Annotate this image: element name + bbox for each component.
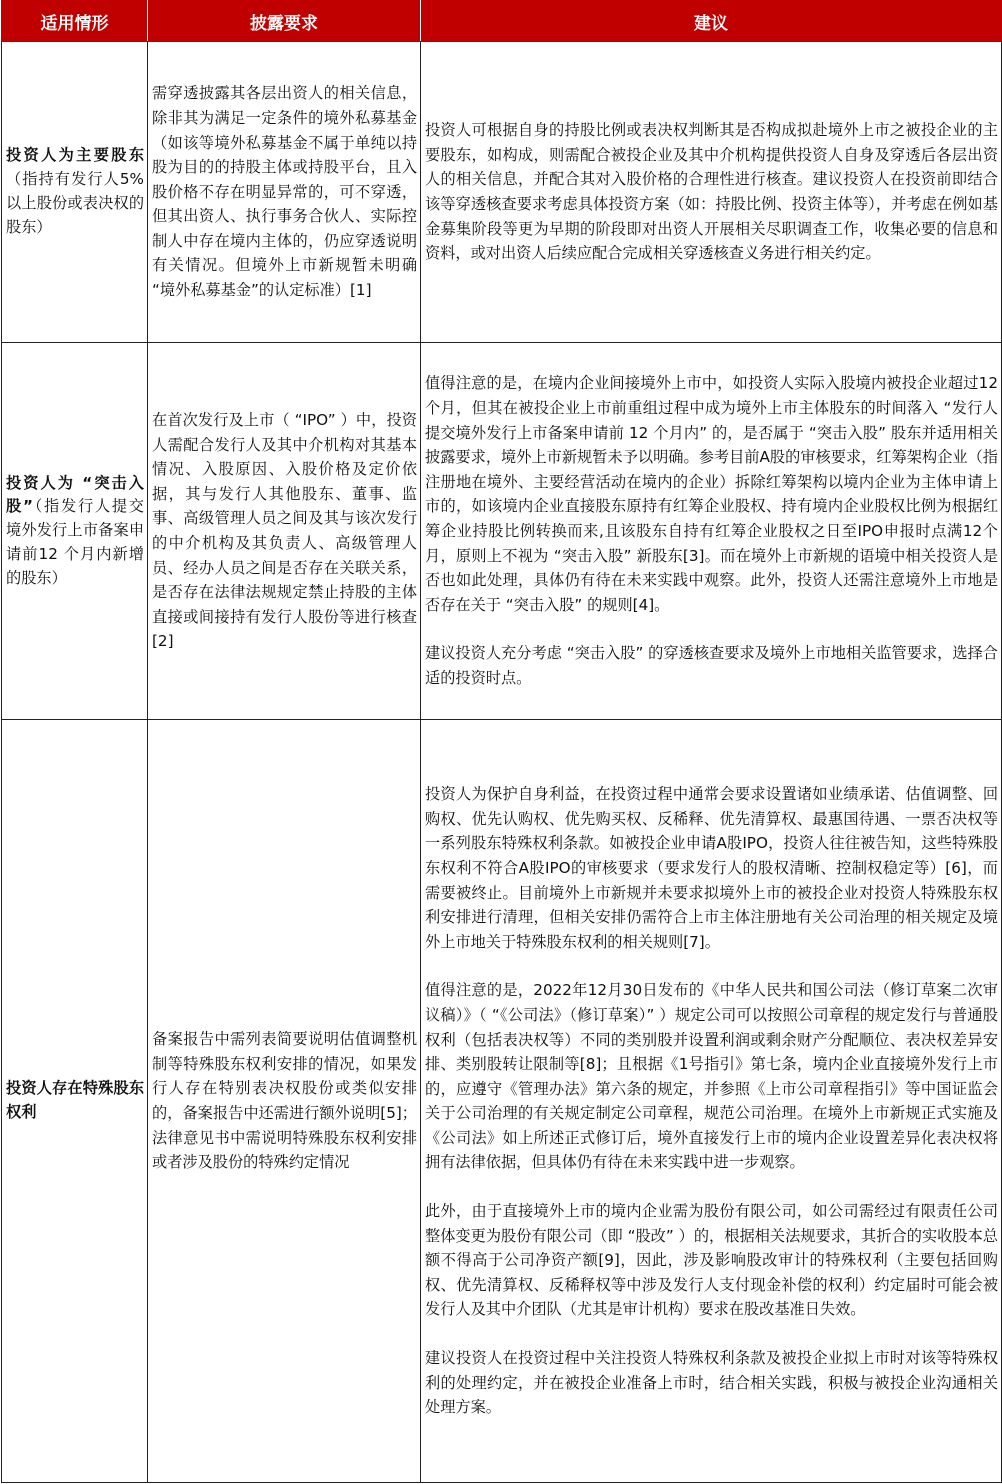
situation-title: 投资人为主要股东 (6, 146, 144, 165)
suggestion-paragraph: 建议投资人充分考虑 “突击入股” 的穿透核查要求及境外上市地相关监管要求，选择合适的投资时点。 (425, 644, 998, 687)
suggestion-paragraph: 投资人可根据自身的持股比例或表决权判断其是否构成拟赴境外上市之被投企业的主要股东，如构成，则需配合被投企业及其中介机构提供投资人自身及穿透后各层出资人的相关信息，并配合其对入股价格的合理性进行核查。建议投资人在投资前即结合该等穿透核查要求考虑具体投资方案（如：持股比例、投资主体等），并考虑在例如基金募集阶段等更为早期的阶段即对出资人开展相关尽职调查工作，收集必要的信息和资料，或对出资人后续应配合完成相关穿透核查义务进行相关约定。 (425, 121, 998, 263)
situation-cell (2, 343, 148, 720)
situation-note: （指持有发行人5%以上股份或表决权的股东） (6, 170, 144, 236)
suggestion-cell (421, 343, 1002, 720)
table-row (2, 720, 1002, 1483)
suggestion-paragraph: 建议投资人在投资过程中关注投资人特殊权利条款及被投企业拟上市时对该等特殊权利的处理约定，并在被投企业准备上市时，结合相关实践，积极与被投企业沟通相关处理方案。 (425, 1349, 998, 1417)
disclosure-table (1, 0, 1002, 1483)
suggestion-paragraph: 值得注意的是，2022年12月30日发布的《中华人民共和国公司法（修订草案二次审议稿）》（ “《公司法》（修订草案）” ）规定公司可以按照公司章程的规定发行与普通股权利（包括表决权等）不同的类别股并设置利润或剩余财产分配顺位、表决权差异安排、类别股转让限制等[8]；且根据《1号指引》第七条，境内企业直接境外发行上市的，应遵守《管理办法》第六条的规定，并参照《上市公司章程指引》等中国证监会关于公司治理的有关规定制定公司章程，规范公司治理。在境外上市新规正式实施及《公司法》如上所述正式修订后，境外直接发行上市的境内企业设置差异化表决权将拥有法律依据，但具体仍有待在未来实践中进一步观察。 (425, 981, 998, 1172)
requirement-cell: 在首次发行及上市（ “IPO” ）中，投资人需配合发行人及其中介机构对其基本情况、入股原因、入股价格及定价依据，其与发行人其他股东、董事、监事、高级管理人员之间及其与该次发行的中介机构及其负责人、高级管理人员、经办人员之间是否存在关联关系，是否存在法律法规规定禁止持股的主体直接或间接持有发行人股份等进行核查[2] (148, 343, 421, 720)
table-row (2, 343, 1002, 720)
situation-cell (2, 42, 148, 343)
situation-title: 投资人存在特殊股东权利 (6, 1079, 144, 1121)
header-situation: 适用情形 (2, 1, 148, 42)
suggestion-cell (421, 720, 1002, 1483)
suggestion-paragraph: 值得注意的是，在境内企业间接境外上市中，如投资人实际入股境内被投企业超过12个月，但其在被投企业上市前重组过程中成为境外上市主体股东的时间落入 “发行人提交境外发行上市备案申请前 12 个月内” 的，是否属于 “突击入股” 股东并适用相关披露要求，境外上市新规暂未予以明确。参考目前A股的审核要求，红筹架构企业（指注册地在境外、主要经营活动在境内的企业）拆除红筹架构以境内企业为主体申请上市的，如该境内企业直接股东原持有红筹企业股权、持有境内企业股权比例为根据红筹企业持股比例转换而来,且该股东自持有红筹企业股权之日至IPO申报时点满12个月，原则上不视为 “突击入股” 新股东[3]。而在境外上市新规的语境中相关投资人是否也如此处理，具体仍有待在未来实践中观察。此外，投资人还需注意境外上市地是否存在关于 “突击入股” 的规则[4]。 (425, 374, 998, 614)
table-row (2, 42, 1002, 343)
suggestion-cell (421, 42, 1002, 343)
requirement-cell: 需穿透披露其各层出资人的相关信息，除非其为满足一定条件的境外私募基金（如该等境外私募基金不属于单纯以持股为目的的持股主体或持股平台，且入股价格不存在明显异常的，可不穿透，但其出资人、执行事务合伙人、实际控制人中存在境内主体的，仍应穿透说明有关情况。但境外上市新规暂未明确 “境外私募基金”的认定标准）[1] (148, 42, 421, 343)
suggestion-paragraph: 此外，由于直接境外上市的境内企业需为股份有限公司，如公司需经过有限责任公司整体变更为股份有限公司（即 “股改” ）的，根据相关法规要求，其折合的实收股本总额不得高于公司净资产额[9]，因此，涉及影响股改审计的特殊权利（主要包括回购权、优先清算权、反稀释权等中涉及发行人支付现金补偿的权利）约定届时可能会被发行人及其中介团队（尤其是审计机构）要求在股改基准日失效。 (425, 1202, 998, 1319)
requirement-cell: 备案报告中需列表简要说明估值调整机制等特殊股东权利安排的情况，如果发行人存在特别表决权股份或类似安排的，备案报告中还需进行额外说明[5]；法律意见书中需说明特殊股东权利安排或者涉及股份的特殊约定情况 (148, 720, 421, 1483)
table-header-row (2, 1, 1002, 42)
header-requirement: 披露要求 (148, 1, 421, 42)
header-suggestion: 建议 (421, 1, 1002, 42)
situation-note: （指发行人提交境外发行上市备案申请前12 个月内新增的股东） (6, 497, 144, 587)
situation-cell (2, 720, 148, 1483)
suggestion-paragraph: 投资人为保护自身利益，在投资过程中通常会要求设置诸如业绩承诺、估值调整、回购权、优先认购权、优先购买权、反稀释、优先清算权、最惠国待遇、一票否决权等一系列股东特殊权利条款。如被投企业申请A股IPO，投资人往往被告知，这些特殊股东权利不符合A股IPO的审核要求（要求发行人的股权清晰、控制权稳定等）[6]，而需要被终止。目前境外上市新规并未要求拟境外上市的被投企业对投资人特殊股东权利安排进行清理，但相关安排仍需符合上市主体注册地有关公司治理的相关规定及境外上市地关于特殊股东权利的相关规则[7]。 (425, 785, 998, 951)
situation-title: 投资人为 “突击入股” (6, 473, 144, 516)
